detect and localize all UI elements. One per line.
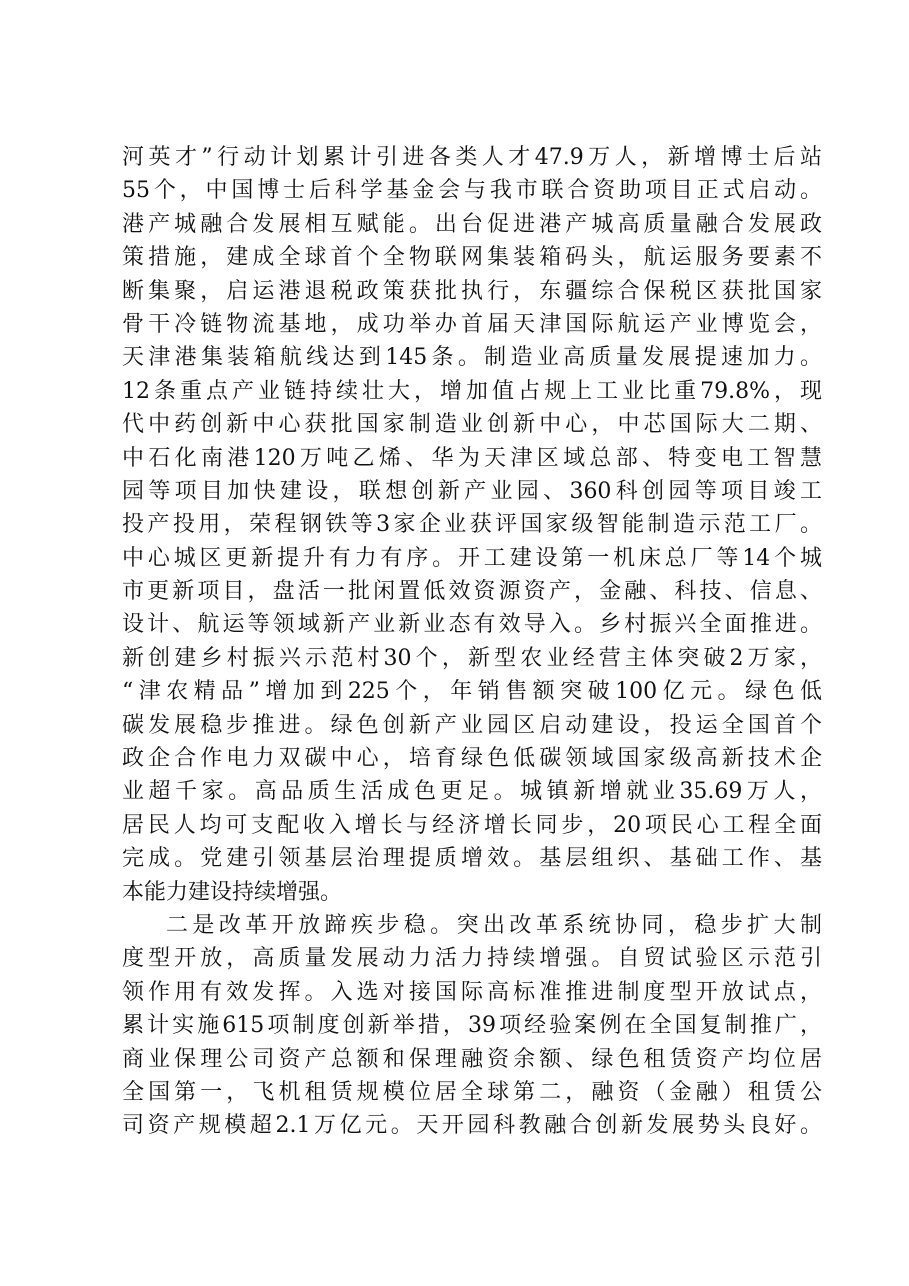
text-line: 代中药创新中心获批国家制造业创新中心，中芯国际大二期、 [122,412,822,438]
text-line: 市更新项目，盘活一批闲置低效资源资产，金融、科技、信息、 [122,579,822,605]
text-line: 55个，中国博士后科学基金会与我市联合资助项目正式启动。 [122,178,822,204]
text-line: 全国第一，飞机租赁规模位居全球第二，融资（金融）租赁公 [122,1079,822,1105]
text-line: 居民人均可支配收入增长与经济增长同步，20项民心工程全面 [122,812,822,838]
text-line: 累计实施615项制度创新举措，39项经验案例在全国复制推广， [122,1013,822,1039]
text-line: 河英才”行动计划累计引进各类人才47.9万人，新增博士后站 [122,145,822,170]
body-text [122,141,822,1143]
text-line: 园等项目加快建设，联想创新产业园、360科创园等项目竣工 [122,478,822,504]
text-line: 新创建乡村振兴示范村30个，新型农业经营主体突破2万家， [122,645,822,671]
text-line: 中石化南港120万吨乙烯、华为天津区域总部、特变电工智慧 [122,445,822,471]
text-line: 断集聚，启运港退税政策获批执行，东疆综合保税区获批国家 [122,278,822,304]
text-line: 碳发展稳步推进。绿色创新产业园区启动建设，投运全国首个 [122,712,822,738]
text-line: 骨干冷链物流基地，成功举办首届天津国际航运产业博览会， [122,311,822,337]
text-line: 度型开放，高质量发展动力活力持续增强。自贸试验区示范引 [122,946,822,972]
text-line: “津农精品”增加到225个，年销售额突破100亿元。绿色低 [122,679,822,705]
text-line: 天津港集装箱航线达到145条。制造业高质量发展提速加力。 [122,345,822,371]
text-line: 12条重点产业链持续壮大，增加值占规上工业比重79.8%，现 [122,378,822,404]
text-line: 完成。党建引领基层治理提质增效。基层组织、基础工作、基 [122,846,822,872]
text-line: 港产城融合发展相互赋能。出台促进港产城高质量融合发展政 [122,211,822,237]
text-line: 策措施，建成全球首个全物联网集装箱码头，航运服务要素不 [122,245,822,271]
text-line: 设计、航运等领域新产业新业态有效导入。乡村振兴全面推进。 [122,612,822,638]
text-line: 中心城区更新提升有力有序。开工建设第一机床总厂等14个城 [122,545,822,571]
text-line: 投产投用，荣程钢铁等3家企业获评国家级智能制造示范工厂。 [122,512,822,538]
text-line: 业超千家。高品质生活成色更足。城镇新增就业35.69万人， [122,779,822,805]
paragraph-end-line: 本能力建设持续增强。 [122,879,343,905]
paragraph-first-line: 二是改革开放蹄疾步稳。突出改革系统协同，稳步扩大制 [166,912,822,938]
text-line: 商业保理公司资产总额和保理融资余额、绿色租赁资产均位居 [122,1046,822,1072]
text-line: 领作用有效发挥。入选对接国际高标准推进制度型开放试点， [122,979,822,1005]
text-line: 政企合作电力双碳中心，培育绿色低碳领域国家级高新技术企 [122,746,822,772]
text-line: 司资产规模超2.1万亿元。天开园科教融合创新发展势头良好。 [122,1113,822,1139]
